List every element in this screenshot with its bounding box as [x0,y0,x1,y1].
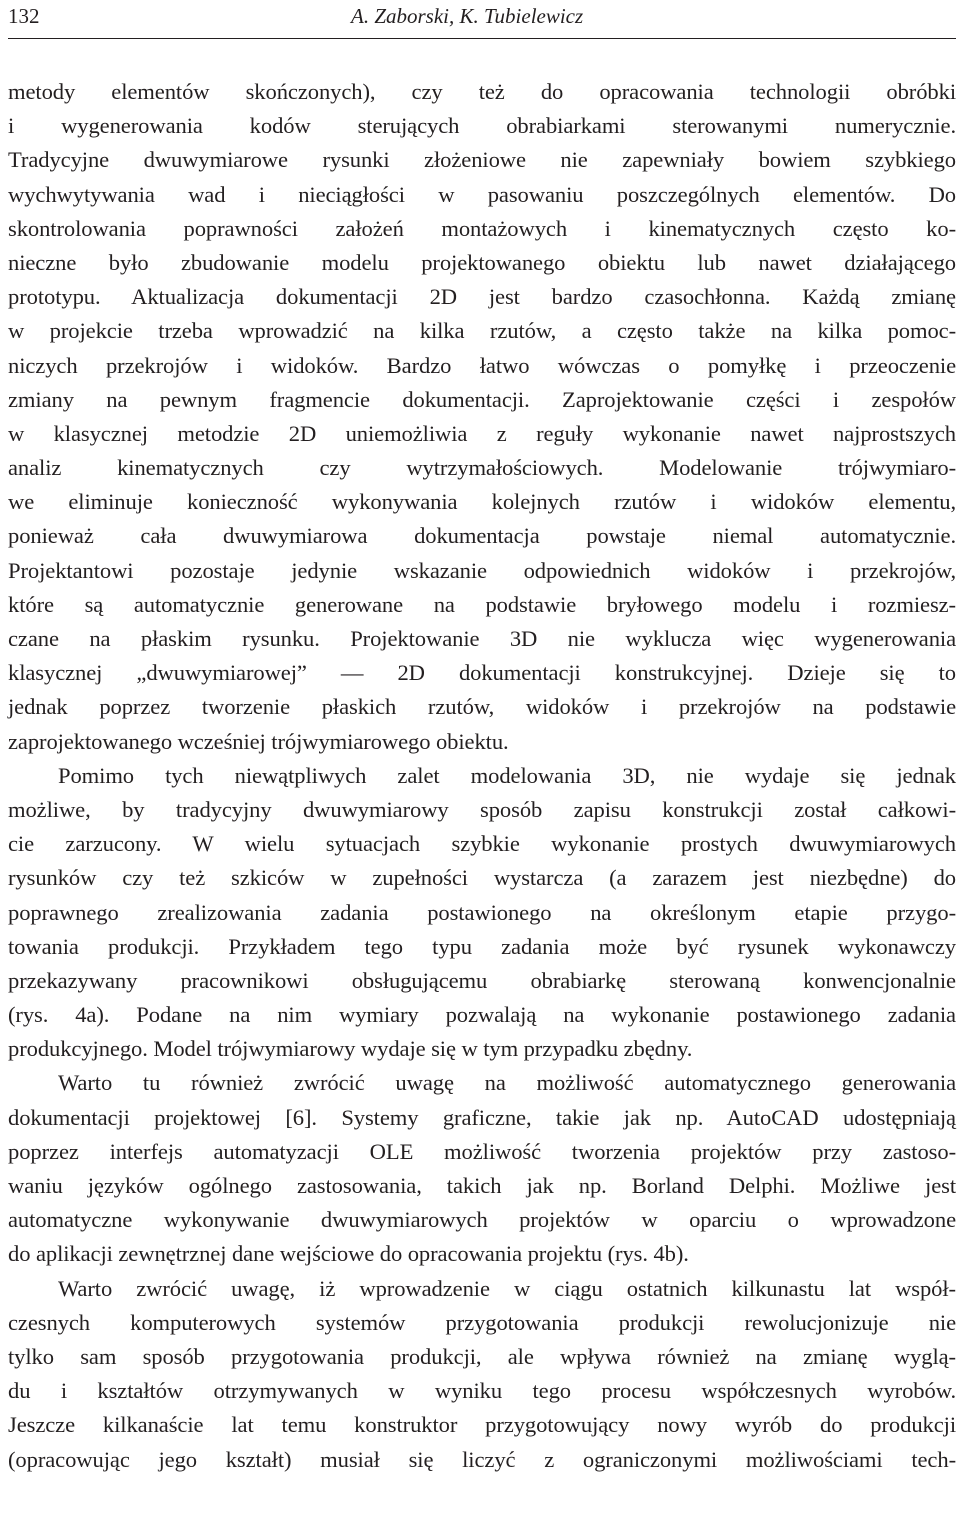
text-line: poprawnego zrealizowania zadania postawionego na określonym etapie przygo- [8,899,956,925]
text-line: jednak poprzez tworzenie płaskich rzutów, widoków i przekrojów na podstawie [8,694,956,720]
text-line: zmiany na pewnym fragmencie dokumentacji. Zaprojektowanie części i zespołów [8,386,956,412]
text-line: prototypu. Aktualizacja dokumentacji 2D jest bardzo czasochłonna. Każdą zmianę [8,284,956,310]
text-line: i wygenerowania kodów sterujących obrabiarkami sterowanymi numerycznie. [8,113,956,139]
text-line: waniu języków ogólnego zastosowania, takich jak np. Borland Delphi. Możliwe jest [8,1173,956,1198]
text-line: zaprojektowanego wcześniej trójwymiarowego obiektu. [8,728,509,754]
text-line: możliwe, by tradycyjny dwuwymiarowy sposób zapisu konstrukcji został całkowi- [8,796,956,822]
text-line: Jeszcze kilkanaście lat temu konstruktor przygotowujący nowy wyrób do produkcji [8,1412,956,1438]
text-line: wychwytywania wad i nieciągłości w pasowaniu poszczególnych elementów. Do [8,181,956,207]
text-line: Tradycyjne dwuwymiarowe rysunki złożeniowe nie zapewniały bowiem szybkiego [8,147,956,173]
text-line: we eliminuje konieczność wykonywania kolejnych rzutów i widoków elementu, [8,489,956,515]
text-line: dokumentacji projektowej [6]. Systemy graficzne, takie jak np. AutoCAD udostępniają [8,1104,956,1130]
text-line: Warto tu również zwrócić uwagę na możliwość automatycznego generowania [58,1070,956,1096]
paragraph [8,759,956,1067]
text-line: klasycznej „dwuwymiarowej” — 2D dokumentacji konstrukcyjnej. Dzieje się to [8,660,956,686]
text-line: automatyczne wykonywanie dwuwymiarowych projektów w oparciu o wprowadzone [8,1207,956,1233]
body-text [8,75,956,1477]
text-line: (opracowując jego kształt) musiał się liczyć z ograniczonymi możliwościami tech- [8,1446,956,1472]
text-line: które są automatycznie generowane na podstawie bryłowego modelu i rozmiesz- [8,591,956,617]
page-header [8,0,956,39]
text-line: w klasycznej metodzie 2D uniemożliwia z reguły wykonanie nawet najprostszych [8,420,956,446]
text-line: metody elementów skończonych), czy też do opracowania technologii obróbki [8,79,956,104]
text-line: czane na płaskim rysunku. Projektowanie 3D nie wyklucza więc wygenerowania [8,626,956,651]
page-number: 132 [8,4,40,28]
text-line: ponieważ cała dwuwymiarowa dokumentacja powstaje niemal automatycznie. [8,523,956,549]
text-line: cie zarzucony. W wielu sytuacjach szybkie wykonanie prostych dwuwymiarowych [8,831,956,857]
document-page [8,0,956,1477]
text-line: du i kształtów otrzymywanych w wyniku tego procesu współczesnych wyrobów. [8,1378,956,1404]
text-line: (rys. 4a). Podane na nim wymiary pozwalają na wykonanie postawionego zadania [8,1002,956,1028]
text-line: czesnych komputerowych systemów przygotowania produkcji rewolucjonizuje nie [8,1309,956,1335]
text-line: tylko sam sposób przygotowania produkcji, ale wpływa również na zmianę wyglą- [8,1343,956,1369]
text-line: Warto zwrócić uwagę, iż wprowadzenie w ciągu ostatnich kilkunastu lat współ- [58,1275,956,1301]
text-line: produkcyjnego. Model trójwymiarowy wydaje się w tym przypadku zbędny. [8,1036,693,1062]
text-line: w projekcie trzeba wprowadzić na kilka rzutów, a często także na kilka pomoc- [8,318,956,344]
paragraph [8,75,956,759]
running-head: A. Zaborski, K. Tubielewicz [351,4,584,28]
text-line: skontrolowania poprawności założeń montażowych i kinematycznych często ko- [8,215,956,241]
text-line: towania produkcji. Przykładem tego typu zadania może być rysunek wykonawczy [8,933,956,959]
text-line: przekazywany pracownikowi obsługującemu obrabiarkę sterowaną konwencjonalnie [8,967,956,993]
text-line: analiz kinematycznych czy wytrzymałościowych. Modelowanie trójwymiaro- [8,455,956,481]
text-line: rysunków czy też szkiców w zupełności wystarcza (a zarazem jest niezbędne) do [8,865,956,891]
text-line: Pomimo tych niewątpliwych zalet modelowania 3D, nie wydaje się jednak [58,762,956,788]
paragraph [8,1272,956,1477]
paragraph [8,1066,956,1271]
text-line: niczych przekrojów i widoków. Bardzo łatwo wówczas o pomyłkę i przeoczenie [8,352,956,378]
text-line: do aplikacji zewnętrznej dane wejściowe do opracowania projektu (rys. 4b). [8,1241,689,1267]
text-line: nieczne było zbudowanie modelu projektowanego obiektu lub nawet działającego [8,249,956,275]
text-line: poprzez interfejs automatyzacji OLE możliwość tworzenia projektów przy zastoso- [8,1138,956,1164]
text-line: Projektantowi pozostaje jedynie wskazanie odpowiednich widoków i przekrojów, [8,557,956,583]
